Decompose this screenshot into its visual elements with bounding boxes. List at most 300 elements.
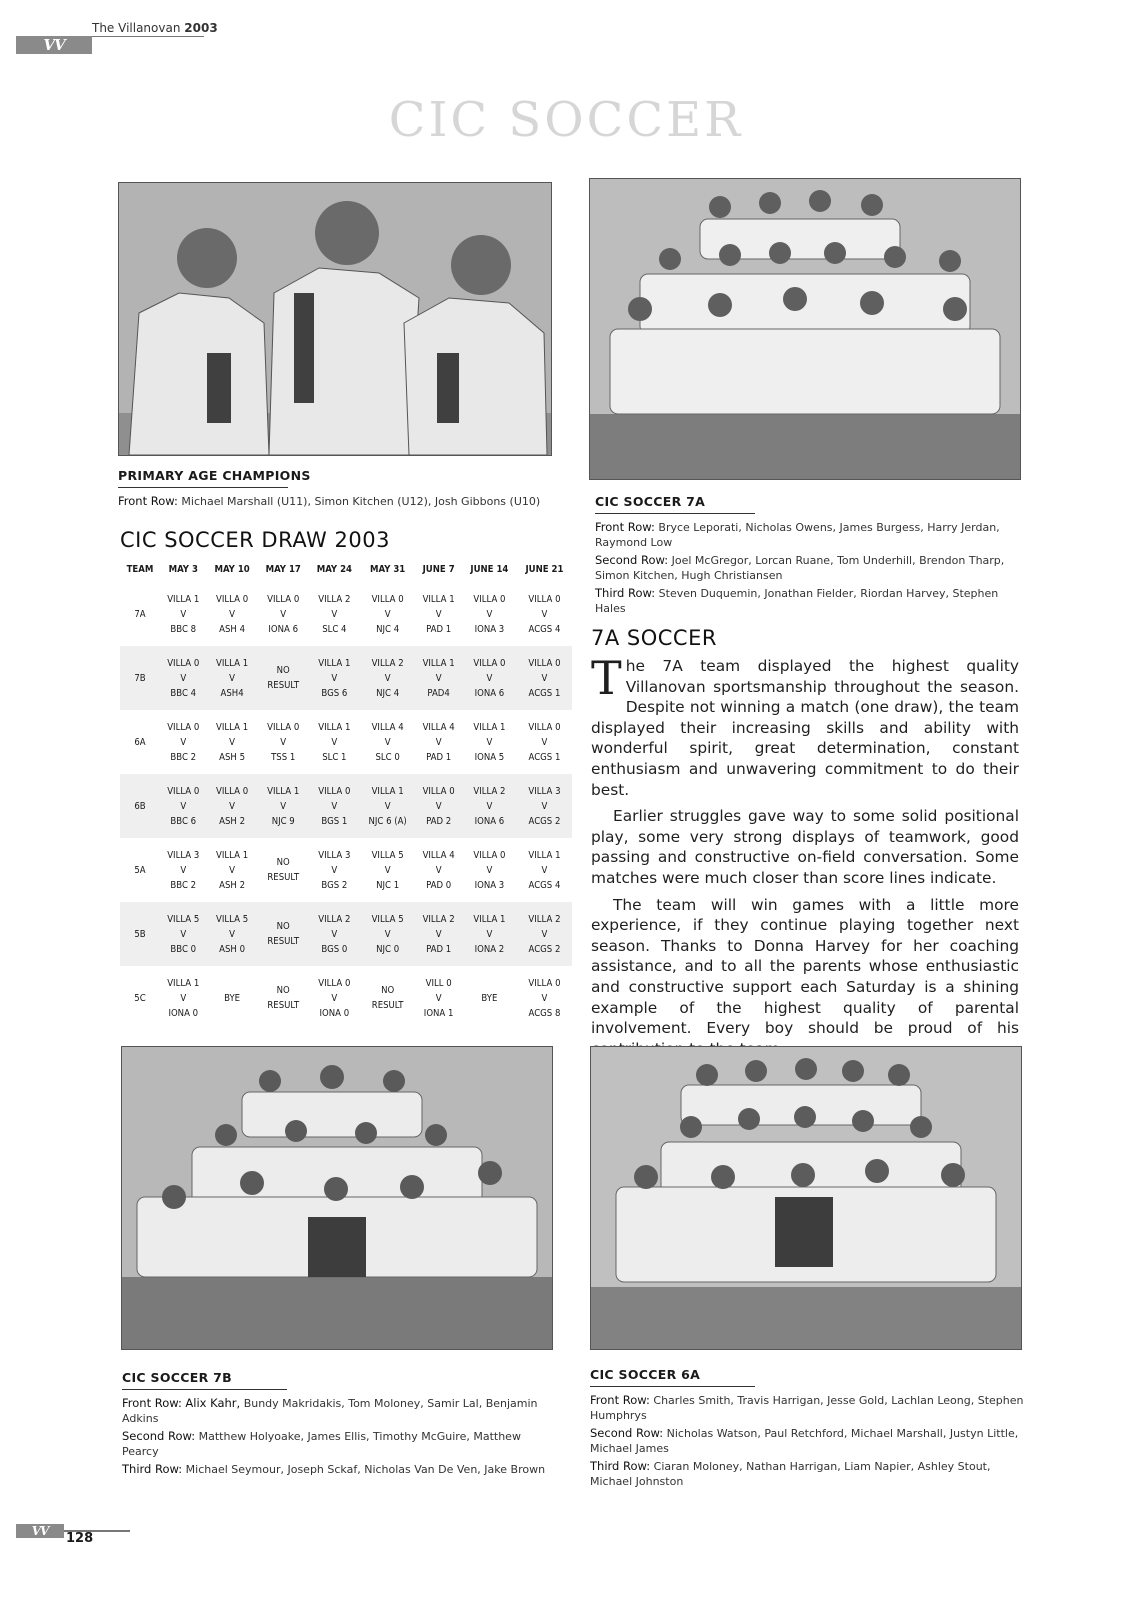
page-number: 128 <box>66 1531 94 1546</box>
draw-team-cell: 5A <box>134 864 146 876</box>
draw-result-cell <box>160 582 207 646</box>
caption-label: Second Row: <box>122 1429 196 1443</box>
draw-result-line: VILL 0 <box>425 977 452 989</box>
draw-result-line: V <box>180 608 187 620</box>
draw-result-line: RESULT <box>267 680 300 691</box>
draw-team-cell: 7A <box>134 608 146 620</box>
draw-result-cell <box>360 710 415 774</box>
draw-result-line: V <box>229 864 236 876</box>
draw-result-line: V <box>384 800 391 812</box>
draw-result-line: IONA 5 <box>474 751 505 763</box>
draw-result-line: VILLA 0 <box>528 721 561 733</box>
draw-result-line: VILLA 0 <box>167 785 200 797</box>
draw-result-line: VILLA 0 <box>167 657 200 669</box>
draw-result-cell <box>160 710 207 774</box>
draw-result-line: NJC 9 <box>271 815 295 827</box>
draw-result-line: V <box>435 608 442 620</box>
draw-result-line: V <box>541 800 548 812</box>
header-logo: VV <box>16 36 92 54</box>
draw-result-line: SLC 1 <box>322 751 347 763</box>
draw-result-line: VILLA 0 <box>473 657 506 669</box>
draw-header: MAY 24 <box>316 563 352 575</box>
draw-result-line: V <box>180 800 187 812</box>
draw-result-line: ACGS 2 <box>528 815 561 827</box>
draw-result-line: VILLA 5 <box>371 913 404 925</box>
draw-result-line: PAD 2 <box>426 815 452 827</box>
draw-result-line: VILLA 4 <box>422 849 455 861</box>
draw-header: JUNE 14 <box>470 563 509 575</box>
draw-result-cell <box>207 966 258 1030</box>
draw-result-line: VILLA 0 <box>167 721 200 733</box>
draw-result-line: V <box>486 928 493 940</box>
caption-line <box>595 586 1025 616</box>
draw-result-line: BGS 6 <box>321 687 348 699</box>
draw-result-cell <box>309 710 360 774</box>
draw-result-line: V <box>331 928 338 940</box>
draw-result-line: PAD4 <box>427 687 450 699</box>
caption-names: Charles Smith, Travis Harrigan, Jesse Gold, Lachlan Leong, Stephen Humphrys <box>590 1394 1024 1422</box>
caption-title: CIC SOCCER 7B <box>122 1370 232 1385</box>
draw-result-line: VILLA 0 <box>318 977 351 989</box>
draw-result-cell <box>160 646 207 710</box>
draw-result-line: SLC 0 <box>375 751 400 763</box>
draw-title: CIC SOCCER DRAW 2003 <box>120 528 390 552</box>
caption-primary <box>118 468 550 512</box>
draw-result-line: V <box>180 672 187 684</box>
photo-6a <box>590 1046 1022 1350</box>
draw-result-line: VILLA 5 <box>371 849 404 861</box>
draw-result-line: VILLA 0 <box>473 849 506 861</box>
draw-result-line: BGS 1 <box>321 815 348 827</box>
draw-result-cell <box>462 838 517 902</box>
draw-result-line: NJC 4 <box>376 687 400 699</box>
draw-result-line: V <box>180 992 187 1004</box>
caption-7a <box>595 494 1025 619</box>
caption-names: Ciaran Moloney, Nathan Harrigan, Liam Napier, Ashley Stout, Michael Johnston <box>590 1460 991 1488</box>
draw-result-line: VILLA 1 <box>267 785 300 797</box>
draw-result-line: V <box>486 672 493 684</box>
caption-rule <box>118 487 288 488</box>
draw-result-line: VILLA 2 <box>371 657 404 669</box>
draw-result-line: V <box>180 736 187 748</box>
draw-result-line: V <box>435 928 442 940</box>
draw-result-line: NO <box>381 985 395 996</box>
draw-result-cell <box>309 774 360 838</box>
draw-result-line: VILLA 0 <box>473 593 506 605</box>
draw-result-cell <box>415 582 462 646</box>
draw-result-line: BBC 0 <box>170 943 197 955</box>
draw-result-cell <box>160 902 207 966</box>
caption-names: Bryce Leporati, Nicholas Owens, James Burgess, Harry Jerdan, Raymond Low <box>595 521 1000 549</box>
draw-row <box>120 774 572 838</box>
draw-team-cell: 6A <box>134 736 146 748</box>
draw-result-line: VILLA 1 <box>318 657 351 669</box>
draw-result-line: VILLA 1 <box>422 593 455 605</box>
draw-result-cell <box>258 646 309 710</box>
draw-row <box>120 902 572 966</box>
draw-result-cell <box>309 902 360 966</box>
draw-result-cell <box>258 710 309 774</box>
draw-result-cell <box>517 966 572 1030</box>
article-paragraph: The team will win games with a little more experience, if they continue playing together next season. Thanks to Donna Harvey for her coaching assistance, and to all the parents whose enthusiastic and constructive support each Saturday is a shining example of the highest quality of parental involvement. Every boy should be proud of his <box>591 895 1019 1038</box>
draw-result-line: VILLA 1 <box>473 721 506 733</box>
caption-line <box>595 520 1025 550</box>
draw-result-line: VILLA 5 <box>167 913 200 925</box>
draw-result-line: ACGS 4 <box>528 879 561 891</box>
draw-result-line: VILLA 0 <box>528 657 561 669</box>
article-paragraph <box>591 651 1019 800</box>
draw-result-line: VILLA 0 <box>267 593 300 605</box>
draw-result-line: IONA 6 <box>268 623 299 635</box>
draw-result-line: ASH 2 <box>219 815 246 827</box>
draw-result-line: V <box>331 800 338 812</box>
draw-header: MAY 17 <box>265 563 301 575</box>
draw-result-cell <box>462 710 517 774</box>
draw-result-line: NJC 1 <box>376 879 400 891</box>
draw-result-line: V <box>435 992 442 1004</box>
draw-result-line: VILLA 1 <box>216 657 249 669</box>
photo-7a <box>589 178 1021 480</box>
draw-result-line: VILLA 2 <box>473 785 506 797</box>
draw-result-line: PAD 1 <box>426 943 452 955</box>
caption-title: CIC SOCCER 7A <box>595 494 706 509</box>
publication-name: The Villanovan <box>92 21 181 35</box>
draw-result-cell <box>309 838 360 902</box>
draw-result-line: V <box>541 928 548 940</box>
photo-primary-champions <box>118 182 552 456</box>
draw-result-line: BBC 6 <box>170 815 197 827</box>
caption-names: Nicholas Watson, Paul Retchford, Michael Marshall, Justyn Little, Michael James <box>590 1427 1019 1455</box>
draw-result-line: IONA 2 <box>474 943 505 955</box>
draw-result-cell <box>360 582 415 646</box>
caption-line <box>590 1426 1030 1456</box>
draw-result-line: ACGS 1 <box>528 687 561 699</box>
draw-row <box>120 966 572 1030</box>
draw-result-cell <box>415 838 462 902</box>
draw-result-line: PAD 1 <box>426 623 452 635</box>
draw-result-line: VILLA 1 <box>216 721 249 733</box>
draw-result-line: ASH4 <box>220 687 244 699</box>
draw-result-line: VILLA 5 <box>216 913 249 925</box>
draw-header: MAY 3 <box>168 563 198 575</box>
draw-result-line: NO <box>276 985 290 996</box>
draw-result-line: NJC 0 <box>376 943 400 955</box>
draw-result-cell <box>462 646 517 710</box>
draw-result-line: ACGS 2 <box>528 943 561 955</box>
caption-label: Third Row: <box>122 1462 183 1476</box>
draw-result-cell <box>207 838 258 902</box>
header-rule <box>92 36 204 37</box>
draw-result-line: BGS 2 <box>321 879 348 891</box>
draw-result-cell <box>517 582 572 646</box>
draw-result-line: NO <box>276 857 290 868</box>
draw-result-line: V <box>486 800 493 812</box>
draw-result-cell <box>517 838 572 902</box>
draw-result-line: V <box>331 608 338 620</box>
draw-result-line: VILLA 1 <box>473 913 506 925</box>
caption-6a <box>590 1367 1030 1492</box>
draw-result-line: VILLA 0 <box>267 721 300 733</box>
draw-result-line: V <box>384 736 391 748</box>
draw-row <box>120 646 572 710</box>
draw-row <box>120 838 572 902</box>
caption-label: Front Row: <box>595 520 655 534</box>
draw-result-line: NO <box>276 665 290 676</box>
draw-result-line: V <box>486 736 493 748</box>
draw-result-cell <box>160 774 207 838</box>
draw-result-line: PAD 0 <box>426 879 452 891</box>
draw-result-line: IONA 0 <box>319 1007 350 1019</box>
draw-result-line: V <box>486 864 493 876</box>
draw-result-line: BBC 4 <box>170 687 197 699</box>
draw-result-line: PAD 1 <box>426 751 452 763</box>
caption-names: Michael Seymour, Joseph Sckaf, Nicholas Van De Ven, Jake Brown <box>185 1463 546 1476</box>
draw-team-cell: 5B <box>120 902 160 966</box>
draw-result-cell <box>160 838 207 902</box>
draw-result-cell <box>462 582 517 646</box>
draw-result-line: ASH 0 <box>219 943 246 955</box>
caption-title: CIC SOCCER 6A <box>590 1367 701 1382</box>
caption-line <box>590 1393 1030 1423</box>
draw-result-cell <box>207 582 258 646</box>
caption-line <box>122 1396 552 1426</box>
draw-result-line: V <box>541 608 548 620</box>
draw-result-line: V <box>280 736 287 748</box>
draw-result-line: V <box>229 928 236 940</box>
draw-result-cell <box>207 774 258 838</box>
caption-label: Third Row: <box>595 586 656 600</box>
caption-label: Front Row: <box>122 1396 182 1410</box>
draw-result-cell <box>360 774 415 838</box>
draw-result-cell <box>309 646 360 710</box>
draw-result-cell <box>207 710 258 774</box>
draw-result-cell <box>517 710 572 774</box>
draw-result-line: TSS 1 <box>271 751 296 763</box>
draw-result-cell <box>360 838 415 902</box>
draw-result-line: VILLA 1 <box>371 785 404 797</box>
caption-line <box>595 553 1025 583</box>
caption-rule <box>595 513 755 514</box>
draw-row <box>120 710 572 774</box>
draw-header: TEAM <box>126 563 154 575</box>
draw-result-line: V <box>435 672 442 684</box>
draw-result-line: VILLA 3 <box>167 849 200 861</box>
draw-result-line: VILLA 0 <box>422 785 455 797</box>
publication-year: 2003 <box>184 21 218 35</box>
article <box>591 626 1019 1083</box>
draw-result-line: IONA 1 <box>423 1007 454 1019</box>
draw-result-line: V <box>229 800 236 812</box>
draw-result-line: VILLA 0 <box>371 593 404 605</box>
draw-result-cell <box>462 902 517 966</box>
draw-result-line: V <box>331 992 338 1004</box>
draw-result-line: VILLA 3 <box>318 849 351 861</box>
caption-line <box>122 1462 552 1477</box>
draw-result-cell <box>160 966 207 1030</box>
draw-result-line: V <box>541 864 548 876</box>
draw-result-cell <box>415 902 462 966</box>
caption-line <box>122 1429 552 1459</box>
caption-label: Second Row: <box>595 553 669 567</box>
draw-result-cell <box>517 646 572 710</box>
draw-result-cell <box>360 966 415 1030</box>
draw-result-line: VILLA 1 <box>167 593 200 605</box>
caption-names: Matthew Holyoake, James Ellis, Timothy McGuire, Matthew Pearcy <box>122 1430 521 1458</box>
draw-result-line: VILLA 0 <box>528 593 561 605</box>
draw-result-cell <box>258 582 309 646</box>
article-paragraph: Earlier struggles gave way to some solid positional play, some very strong displays of teamwork, good passing and constructive on-field conversation. Some matches were much closer than score lines indicate. <box>591 807 1019 887</box>
draw-result-line: VILLA 1 <box>422 657 455 669</box>
draw-result-line: V <box>435 864 442 876</box>
draw-result-line: BYE <box>224 992 241 1004</box>
draw-result-line: VILLA 2 <box>318 913 351 925</box>
draw-result-cell <box>415 646 462 710</box>
draw-result-line: ACGS 1 <box>528 751 561 763</box>
draw-result-cell <box>309 966 360 1030</box>
draw-result-line: RESULT <box>371 1000 404 1011</box>
draw-result-line: ACGS 4 <box>528 623 561 635</box>
header-publication <box>92 21 218 35</box>
draw-result-cell <box>415 966 462 1030</box>
draw-result-line: V <box>384 608 391 620</box>
draw-result-line: V <box>180 864 187 876</box>
draw-row <box>120 582 572 646</box>
draw-result-line: ASH 4 <box>219 623 246 635</box>
draw-result-cell <box>517 902 572 966</box>
draw-result-cell <box>258 774 309 838</box>
caption-label: Second Row: <box>590 1426 664 1440</box>
draw-result-line: V <box>384 864 391 876</box>
draw-result-line: V <box>229 608 236 620</box>
photo-7b <box>121 1046 553 1350</box>
draw-result-line: RESULT <box>267 872 300 883</box>
draw-result-line: V <box>280 608 287 620</box>
draw-result-line: IONA 6 <box>474 815 505 827</box>
caption-rule <box>122 1389 287 1390</box>
draw-header: MAY 10 <box>214 563 250 575</box>
draw-result-line: VILLA 1 <box>318 721 351 733</box>
draw-result-line: BBC 8 <box>170 623 197 635</box>
draw-result-line: V <box>435 800 442 812</box>
draw-result-cell <box>258 902 309 966</box>
draw-result-line: V <box>229 736 236 748</box>
caption-names: Michael Marshall (U11), Simon Kitchen (U12), Josh Gibbons (U10) <box>181 495 541 508</box>
draw-result-line: VILLA 0 <box>318 785 351 797</box>
caption-rule <box>590 1386 755 1387</box>
draw-result-cell <box>258 966 309 1030</box>
draw-result-line: VILLA 2 <box>528 913 561 925</box>
draw-header: MAY 31 <box>369 563 406 575</box>
draw-result-line: V <box>384 928 391 940</box>
draw-result-line: ACGS 8 <box>528 1007 561 1019</box>
draw-result-line: V <box>486 608 493 620</box>
drop-cap: T <box>591 651 622 705</box>
draw-result-cell <box>462 774 517 838</box>
draw-result-line: V <box>180 928 187 940</box>
draw-result-line: RESULT <box>267 936 300 947</box>
draw-result-cell <box>258 838 309 902</box>
draw-result-line: V <box>541 672 548 684</box>
draw-result-cell <box>360 902 415 966</box>
caption-names: Bundy Makridakis, Tom Moloney, Samir Lal, Benjamin Adkins <box>122 1397 538 1425</box>
draw-result-line: VILLA 2 <box>422 913 455 925</box>
draw-result-cell <box>207 646 258 710</box>
footer-logo: VV <box>16 1524 64 1538</box>
draw-result-line: NO <box>276 921 290 932</box>
draw-result-line: VILLA 0 <box>216 785 249 797</box>
caption-7b <box>122 1370 552 1480</box>
draw-result-line: VILLA 1 <box>167 977 200 989</box>
draw-result-line: BBC 2 <box>170 751 197 763</box>
caption-label: Third Row: <box>590 1459 651 1473</box>
draw-result-line: VILLA 0 <box>216 593 249 605</box>
draw-result-line: V <box>435 736 442 748</box>
draw-result-line: V <box>331 736 338 748</box>
draw-header: JUNE 21 <box>525 563 564 575</box>
draw-result-line: VILLA 4 <box>371 721 404 733</box>
draw-result-line: ASH 5 <box>219 751 246 763</box>
draw-result-line: BBC 2 <box>170 879 197 891</box>
draw-team-cell: 6B <box>120 774 160 838</box>
draw-result-line: VILLA 1 <box>216 849 249 861</box>
draw-header-row <box>120 556 572 582</box>
draw-result-line: V <box>541 992 548 1004</box>
draw-result-line: RESULT <box>267 1000 300 1011</box>
draw-result-cell <box>360 646 415 710</box>
draw-result-line: VILLA 4 <box>422 721 455 733</box>
caption-lead-name: Alix Kahr, <box>185 1396 241 1410</box>
draw-result-cell <box>415 710 462 774</box>
draw-result-cell <box>309 582 360 646</box>
draw-result-line: V <box>331 864 338 876</box>
caption-label: Front Row: <box>118 494 178 508</box>
article-title: 7A SOCCER <box>591 626 717 650</box>
draw-result-line: BYE <box>481 992 498 1004</box>
draw-result-cell <box>462 966 517 1030</box>
draw-result-line: V <box>541 736 548 748</box>
draw-result-line: V <box>229 672 236 684</box>
draw-result-line: ASH 2 <box>219 879 246 891</box>
draw-result-line: SLC 4 <box>322 623 347 635</box>
draw-result-line: IONA 3 <box>474 879 505 891</box>
caption-title: PRIMARY AGE CHAMPIONS <box>118 468 311 483</box>
draw-header: JUNE 7 <box>422 563 455 575</box>
caption-label: Front Row: <box>590 1393 650 1407</box>
draw-result-line: VILLA 2 <box>318 593 351 605</box>
draw-result-line: V <box>384 672 391 684</box>
draw-result-line: VILLA 3 <box>528 785 561 797</box>
draw-table <box>120 556 572 1030</box>
caption-names: Joel McGregor, Lorcan Ruane, Tom Underhill, Brendon Tharp, Simon Kitchen, Hugh Christiansen <box>595 554 1005 582</box>
draw-result-line: IONA 0 <box>168 1007 199 1019</box>
draw-result-line: NJC 6 (A) <box>368 815 407 827</box>
draw-result-line: BGS 0 <box>321 943 348 955</box>
draw-result-cell <box>517 774 572 838</box>
draw-result-cell <box>415 774 462 838</box>
draw-result-line: IONA 6 <box>474 687 505 699</box>
draw-team-cell: 5C <box>134 992 146 1004</box>
page-title: CIC SOCCER <box>388 92 744 148</box>
caption-line <box>118 494 550 509</box>
draw-result-line: NJC 4 <box>376 623 400 635</box>
draw-result-line: IONA 3 <box>474 623 505 635</box>
draw-result-line: V <box>331 672 338 684</box>
draw-result-line: VILLA 1 <box>528 849 561 861</box>
draw-result-line: VILLA 0 <box>528 977 561 989</box>
caption-names: Steven Duquemin, Jonathan Fielder, Riordan Harvey, Stephen Hales <box>595 587 999 615</box>
draw-result-cell <box>207 902 258 966</box>
paragraph-text: he 7A team displayed the highest quality Villanovan sportsmanship throughout the season. Despite not winning a match (one draw), the team displayed their increasing skills and ability with wonderful spirit, great determination, constant enthusiasm and unwavering commitment to do their best. <box>591 657 1019 799</box>
